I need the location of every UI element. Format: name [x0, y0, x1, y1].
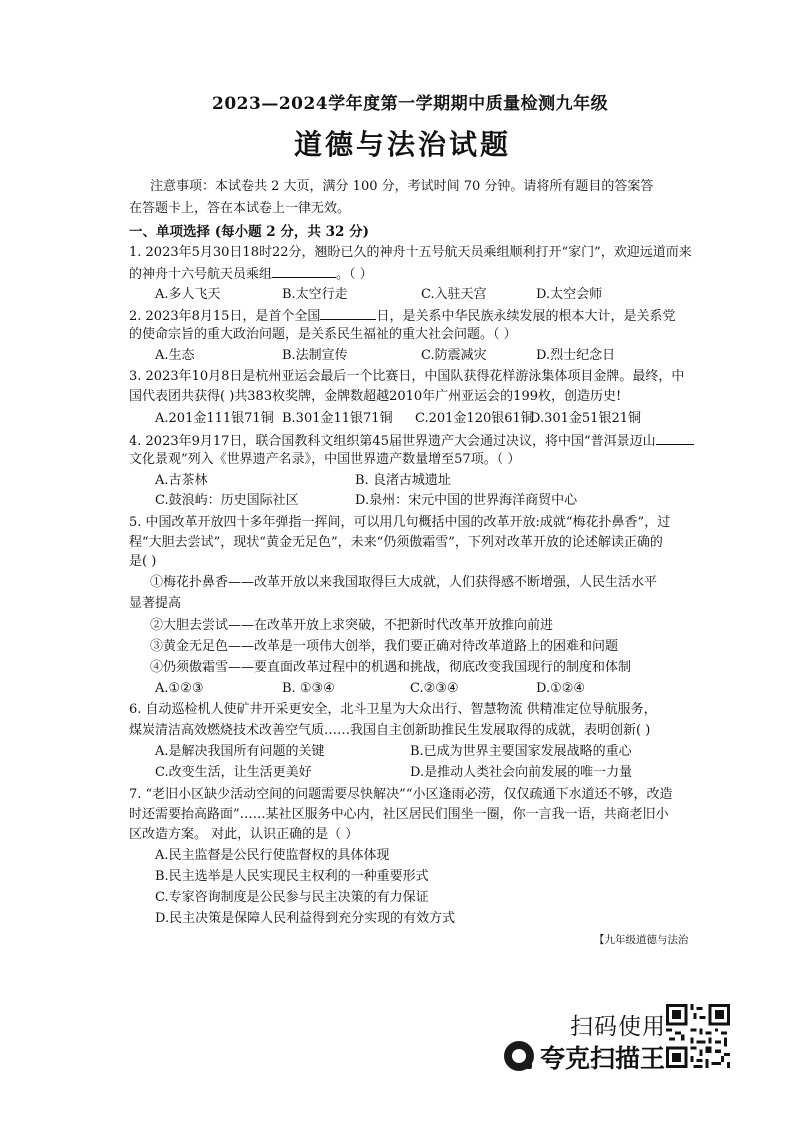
- q2-options: [155, 347, 615, 365]
- notice-line1: 注意事项：本试卷共 2 大页，满分 100 分，考试时间 70 分钟。请将所有题目的答案答: [150, 179, 654, 194]
- scanner-brand: [500, 1036, 666, 1076]
- q6-options: [155, 743, 645, 783]
- q2-option-d: D.烈士纪念日: [536, 348, 616, 363]
- q3-options: [155, 410, 655, 428]
- q2-option-a: A.生态: [155, 348, 195, 363]
- q5-item-2: ②大胆去尝试——在改革开放上求突破，不把新时代改革开放推向前进: [150, 618, 554, 633]
- q4-options: [155, 472, 635, 512]
- q3-option-c: C.201金120银61铜: [415, 411, 534, 426]
- q6-option-c: C.改变生活，让生活更美好: [155, 765, 312, 780]
- q5-item-1: ①梅花扑鼻香——改革开放以来我国取得巨大成就，人们获得感不断增强，人民生活水平: [150, 575, 658, 590]
- q3-option-a: A.201金111银71铜: [155, 411, 274, 426]
- q5-stem-line1: 5. 中国改革开放四十多年弹指一挥间，可以用几句概括中国的改革开放:成就“梅花扑鼻香”，过: [129, 515, 671, 530]
- q5-option-b: B. ①③④: [282, 681, 335, 696]
- q3-stem-line1: 3. 2023年10月8日是杭州亚运会最后一个比赛日，中国队获得花样游泳集体项目金牌。最终，中: [129, 369, 685, 384]
- q5-stem-line3: 是( ): [129, 554, 157, 569]
- q1-stem-line1: 1. 2023年5月30日18时22分，翘盼已久的神舟十五号航天员乘组顺利打开“家门”，欢迎远道而来: [129, 245, 692, 260]
- q6-option-b: B.已成为世界主要国家发展战略的重心: [410, 744, 632, 759]
- q2-stem-text-b: 日，是关系中华民族永续发展的根本大计，是关系党: [376, 309, 676, 324]
- q2-blank: [320, 306, 376, 320]
- q5-item-4: ④仍须傲霜雪——要直面改革过程中的机遇和挑战，彻底改变我国现行的制度和体制: [150, 660, 632, 675]
- q5-option-c: C.②③④: [410, 681, 459, 696]
- q2-stem-line2: 的使命宗旨的重大政治问题，是关系民生福祉的重大社会问题。（ ）: [129, 327, 517, 342]
- q6-option-a: A.是解决我国所有问题的关键: [155, 744, 325, 759]
- quark-logo-icon: [504, 1041, 534, 1071]
- exam-title-subject: 道德与法治试题: [294, 128, 512, 161]
- q3-option-d: D.301金51银21铜: [530, 411, 641, 426]
- q2-option-c: C.防震减灾: [421, 348, 487, 363]
- q1-option-c: C.入驻天宫: [421, 287, 487, 302]
- q7-stem-line1: 7. “老旧小区缺少活动空间的问题需要尽快解决”“小区逢雨必涝，仅仅疏通下水道还不够，改造: [129, 787, 673, 802]
- q5-option-a: A.①②③: [155, 681, 204, 696]
- q4-blank: [656, 431, 694, 445]
- q4-stem-line2: 文化景观”列入《世界遗产名录》，中国世界遗产数量增至57项。（ ）: [129, 452, 521, 467]
- q7-stem-line2: 时还需要抬高路面”……某社区服务中心内，社区居民们围坐一圈，你一言我一语，共商老旧小: [129, 807, 669, 822]
- q4-option-a: A.古茶林: [155, 473, 208, 488]
- q6-stem-line1: 6. 自动巡检机人使矿井开采更安全，北斗卫星为大众出行、智慧物流 供精准定位导航服务，: [129, 702, 657, 717]
- q1-option-d: D.太空会师: [536, 287, 603, 302]
- q1-paren: 。（ ）: [336, 267, 373, 282]
- scan-to-use-label: 扫码使用: [570, 1014, 666, 1040]
- q1-option-b: B.太空行走: [282, 287, 348, 302]
- notice-line2: 在答题卡上，答在本试卷上一律无效。: [129, 201, 351, 216]
- q1-option-a: A.多人飞天: [155, 287, 221, 302]
- q2-stem-text-a: 2. 2023年8月15日，是首个全国: [129, 309, 321, 324]
- q5-stem-line2: 程“大胆去尝试”，现状“黄金无足色”，未来“仍须傲霜雪”，下列对改革开放的论述解读正确的: [129, 535, 663, 550]
- q4-option-b: B. 良渚古城遗址: [355, 473, 451, 488]
- q4-stem-line1: [129, 431, 694, 451]
- q6-stem-line2: 煤炭清洁高效燃烧技术改善空气质……我国自主创新助推民生发展取得的成就，表明创新( ): [129, 723, 651, 738]
- q3-stem-line2: 国代表团共获得( )共383枚奖牌，金牌数超越2010年广州亚运会的199枚，创造历史!: [129, 389, 622, 404]
- q4-stem-text: 4. 2023年9月17日，联合国教科文组织第45届世界遗产大会通过决议，将中国“普洱景迈山: [129, 434, 656, 449]
- section-heading: 一、单项选择 (每小题 2 分，共 32 分): [129, 224, 369, 240]
- q6-option-d: D.是推动人类社会向前发展的唯一力量: [410, 765, 633, 780]
- q7-stem-line3: 区改造方案。 对此，认识正确的是（ ）: [129, 827, 359, 842]
- q1-options: [155, 286, 615, 304]
- q1-blank: [272, 264, 336, 278]
- q7-option-d: D.民主决策是保障人民利益得到充分实现的有效方式: [155, 911, 456, 926]
- q7-option-a: A.民主监督是公民行使监督权的具体体现: [155, 848, 390, 863]
- q5-option-d: D.①②④: [536, 681, 586, 696]
- q7-option-c: C.专家咨询制度是公民参与民主决策的有力保证: [155, 890, 429, 905]
- q4-option-d: D.泉州：宋元中国的世界海洋商贸中心: [355, 493, 578, 508]
- exam-title-line1: 2023—2024学年度第一学期期中质量检测九年级: [212, 94, 609, 114]
- q1-stem-line2: [129, 264, 373, 284]
- scanner-brand-name: 夸克扫描王: [540, 1044, 666, 1073]
- qr-code-icon[interactable]: [666, 1004, 730, 1068]
- q2-option-b: B.法制宣传: [282, 348, 348, 363]
- q4-option-c: C.鼓浪屿：历史国际社区: [155, 493, 299, 508]
- q5-item-1-cont: 显著提高: [129, 596, 182, 611]
- page-footer-tag: 【九年级道德与法治: [594, 934, 689, 946]
- q5-item-3: ③黄金无足色——改革是一项伟大创举，我们要正确对待改革道路上的困难和问题: [150, 639, 619, 654]
- q1-stem-text: 的神舟十六号航天员乘组: [129, 267, 273, 282]
- q5-options: [155, 680, 615, 698]
- q7-option-b: B.民主选举是人民实现民主权利的一种重要形式: [155, 869, 429, 884]
- q3-option-b: B.301金11银71铜: [282, 411, 393, 426]
- q2-stem-line1: [129, 306, 675, 326]
